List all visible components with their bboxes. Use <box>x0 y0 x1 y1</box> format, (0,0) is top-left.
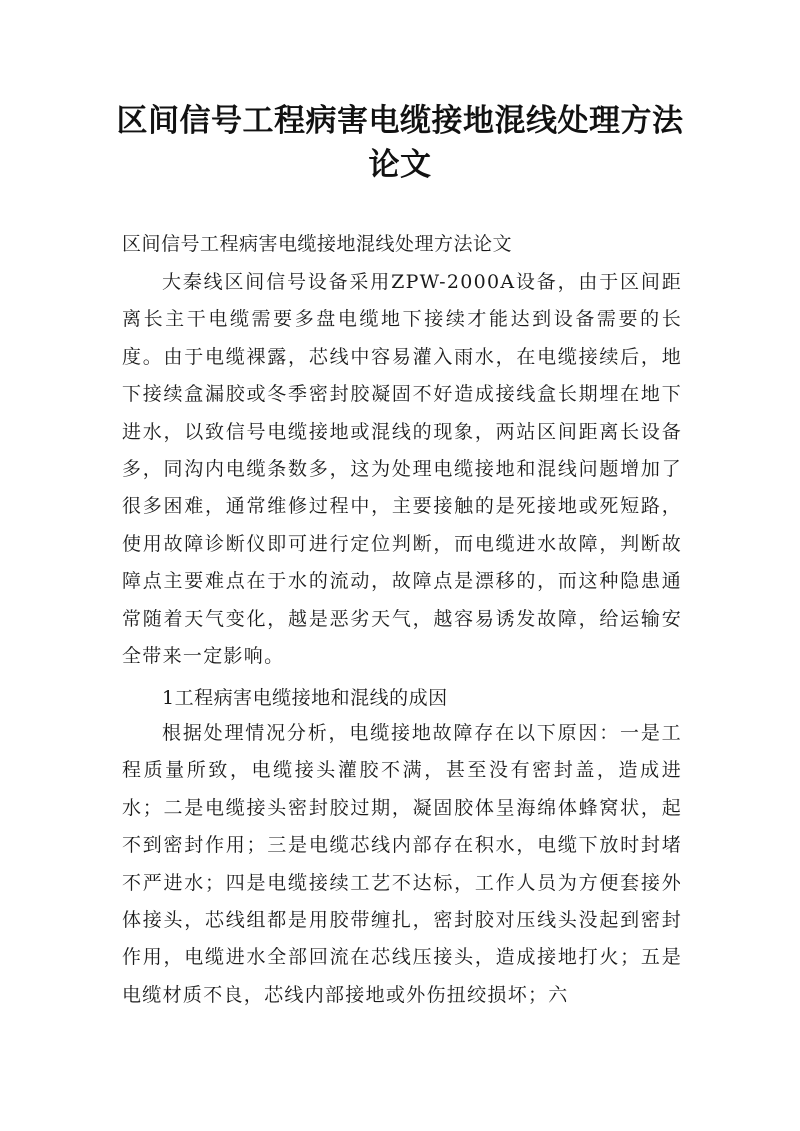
document-subtitle: 区间信号工程病害电缆接地混线处理方法论文 <box>122 233 513 255</box>
paragraph-intro: 大秦线区间信号设备采用ZPW-2000A设备，由于区间距离长主干电缆需要多盘电缆地下接续才能达到设备需要的长度。由于电缆裸露，芯线中容易灌入雨水，在电缆接续后，地下接续盒漏胶或冬季密封胶凝固不好造成接线盒长期埋在地下进水，以致信号电缆接地或混线的现象，两站区间距离长设备多，同沟内电缆条数多，这为处理电缆接地和混线问题增加了很多困难，通常维修过程中，主要接触的是死接地或死短路，使用故障诊断仪即可进行定位判断，而电缆进水故障，判断故障点主要难点在于水的流动，故障点是漂移的，而这种隐患通常随着天气变化，越是恶劣天气，越容易诱发故障，给运输安全带来一定影响。 <box>122 271 682 668</box>
document-title-line-2: 论文 <box>368 147 432 183</box>
paragraph-causes: 根据处理情况分析，电缆接地故障存在以下原因：一是工程质量所致，电缆接头灌胶不满，甚至没有密封盖，造成进水；二是电缆接头密封胶过期，凝固胶体呈海绵体蜂窝状，起不到密封作用；三是电缆芯线内部存在积水，电缆下放时封堵不严进水；四是电缆接续工艺不达标，工作人员为方便套接外体接头，芯线组都是用胶带缠扎，密封胶对压线头没起到密封作用，电缆进水全部回流在芯线压接头，造成接地打火；五是电缆材质不良，芯线内部接地或外伤扭绞损坏；六 <box>122 722 682 1006</box>
section-heading-causes: 1工程病害电缆接地和混线的成因 <box>162 687 448 709</box>
document-title-line-1: 区间信号工程病害电缆接地混线处理方法 <box>116 103 684 139</box>
